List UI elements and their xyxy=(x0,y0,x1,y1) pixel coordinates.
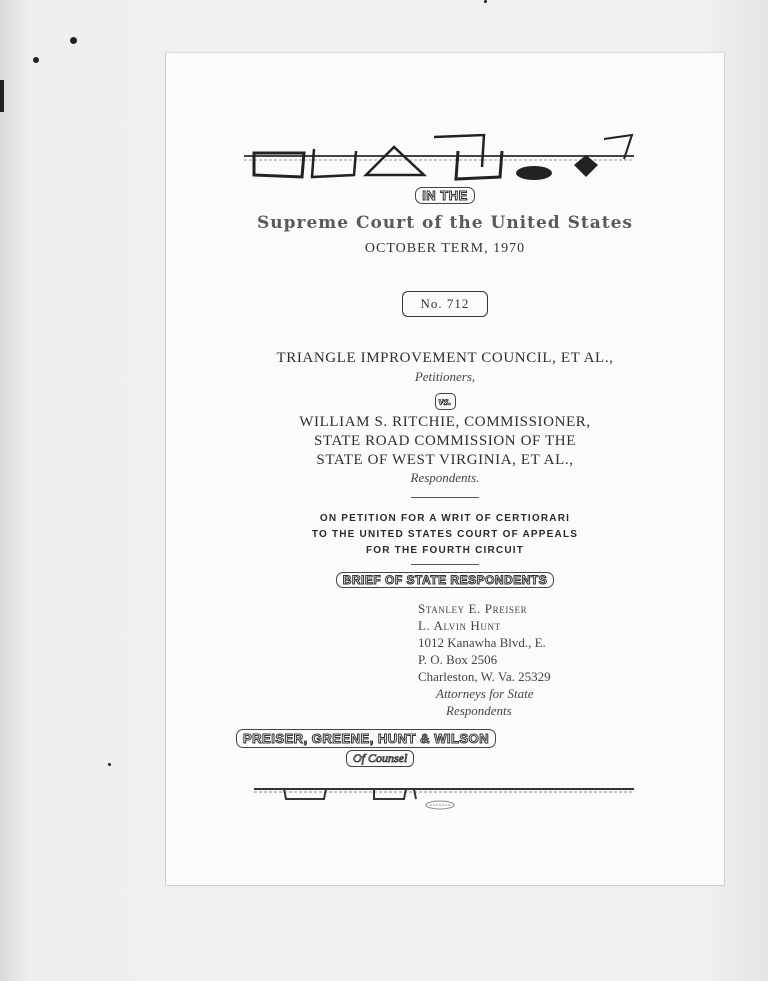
counsel-role: Attorneys for State xyxy=(436,686,534,701)
docket-number: No. 712 xyxy=(402,291,489,317)
scan-speck xyxy=(70,37,77,44)
petition-line: FOR THE FOURTH CIRCUIT xyxy=(365,545,525,556)
respondent-role: Respondents. xyxy=(410,470,480,485)
brief-cover-page xyxy=(165,52,724,885)
petition-line: TO THE UNITED STATES COURT OF APPEALS xyxy=(311,529,579,540)
counsel-name: Stanley E. Preiser xyxy=(418,601,528,616)
petitioner-name: TRIANGLE IMPROVEMENT COUNCIL, ET AL., xyxy=(276,350,614,366)
brief-title-row xyxy=(166,571,724,589)
court-name: Supreme Court of the United States xyxy=(257,213,633,233)
counsel-name: L. Alvin Hunt xyxy=(418,618,501,633)
petitioner-role: Petitioners, xyxy=(414,369,476,384)
divider-rule xyxy=(166,564,724,565)
brief-title: BRIEF OF STATE RESPONDENTS xyxy=(336,572,555,588)
term: OCTOBER TERM, 1970 xyxy=(364,241,526,256)
law-firm-name: PREISER, GREENE, HUNT & WILSON xyxy=(236,729,496,748)
in-the-heading: IN THE xyxy=(415,187,475,204)
scan-speck xyxy=(484,0,487,3)
scan-edge-mark xyxy=(0,80,4,112)
docket-row xyxy=(166,291,724,317)
petition-line: ON PETITION FOR A WRIT OF CERTIORARI xyxy=(319,513,571,524)
counsel-address-line: Charleston, W. Va. 25329 xyxy=(418,669,551,684)
versus-row xyxy=(166,392,724,410)
counsel-block xyxy=(418,600,551,719)
counsel-address-line: P. O. Box 2506 xyxy=(418,652,498,667)
versus: vs. xyxy=(435,393,456,410)
counsel-role: Respondents xyxy=(446,703,512,718)
of-counsel-label: Of Counsel xyxy=(346,750,414,767)
divider-rule xyxy=(166,497,724,498)
in-the-heading-row xyxy=(166,187,724,205)
respondent-line: STATE OF WEST VIRGINIA, ET AL., xyxy=(316,452,574,468)
scan-speck xyxy=(33,57,39,63)
scan-speck xyxy=(108,763,111,766)
printer-stamp-mark xyxy=(422,799,462,811)
counsel-address-line: 1012 Kanawha Blvd., E. xyxy=(418,635,546,650)
law-firm-row xyxy=(236,729,496,748)
decorative-header-border xyxy=(244,131,634,187)
respondent-line: STATE ROAD COMMISSION OF THE xyxy=(313,433,576,449)
respondent-line: WILLIAM S. RITCHIE, COMMISSIONER, xyxy=(299,414,591,430)
